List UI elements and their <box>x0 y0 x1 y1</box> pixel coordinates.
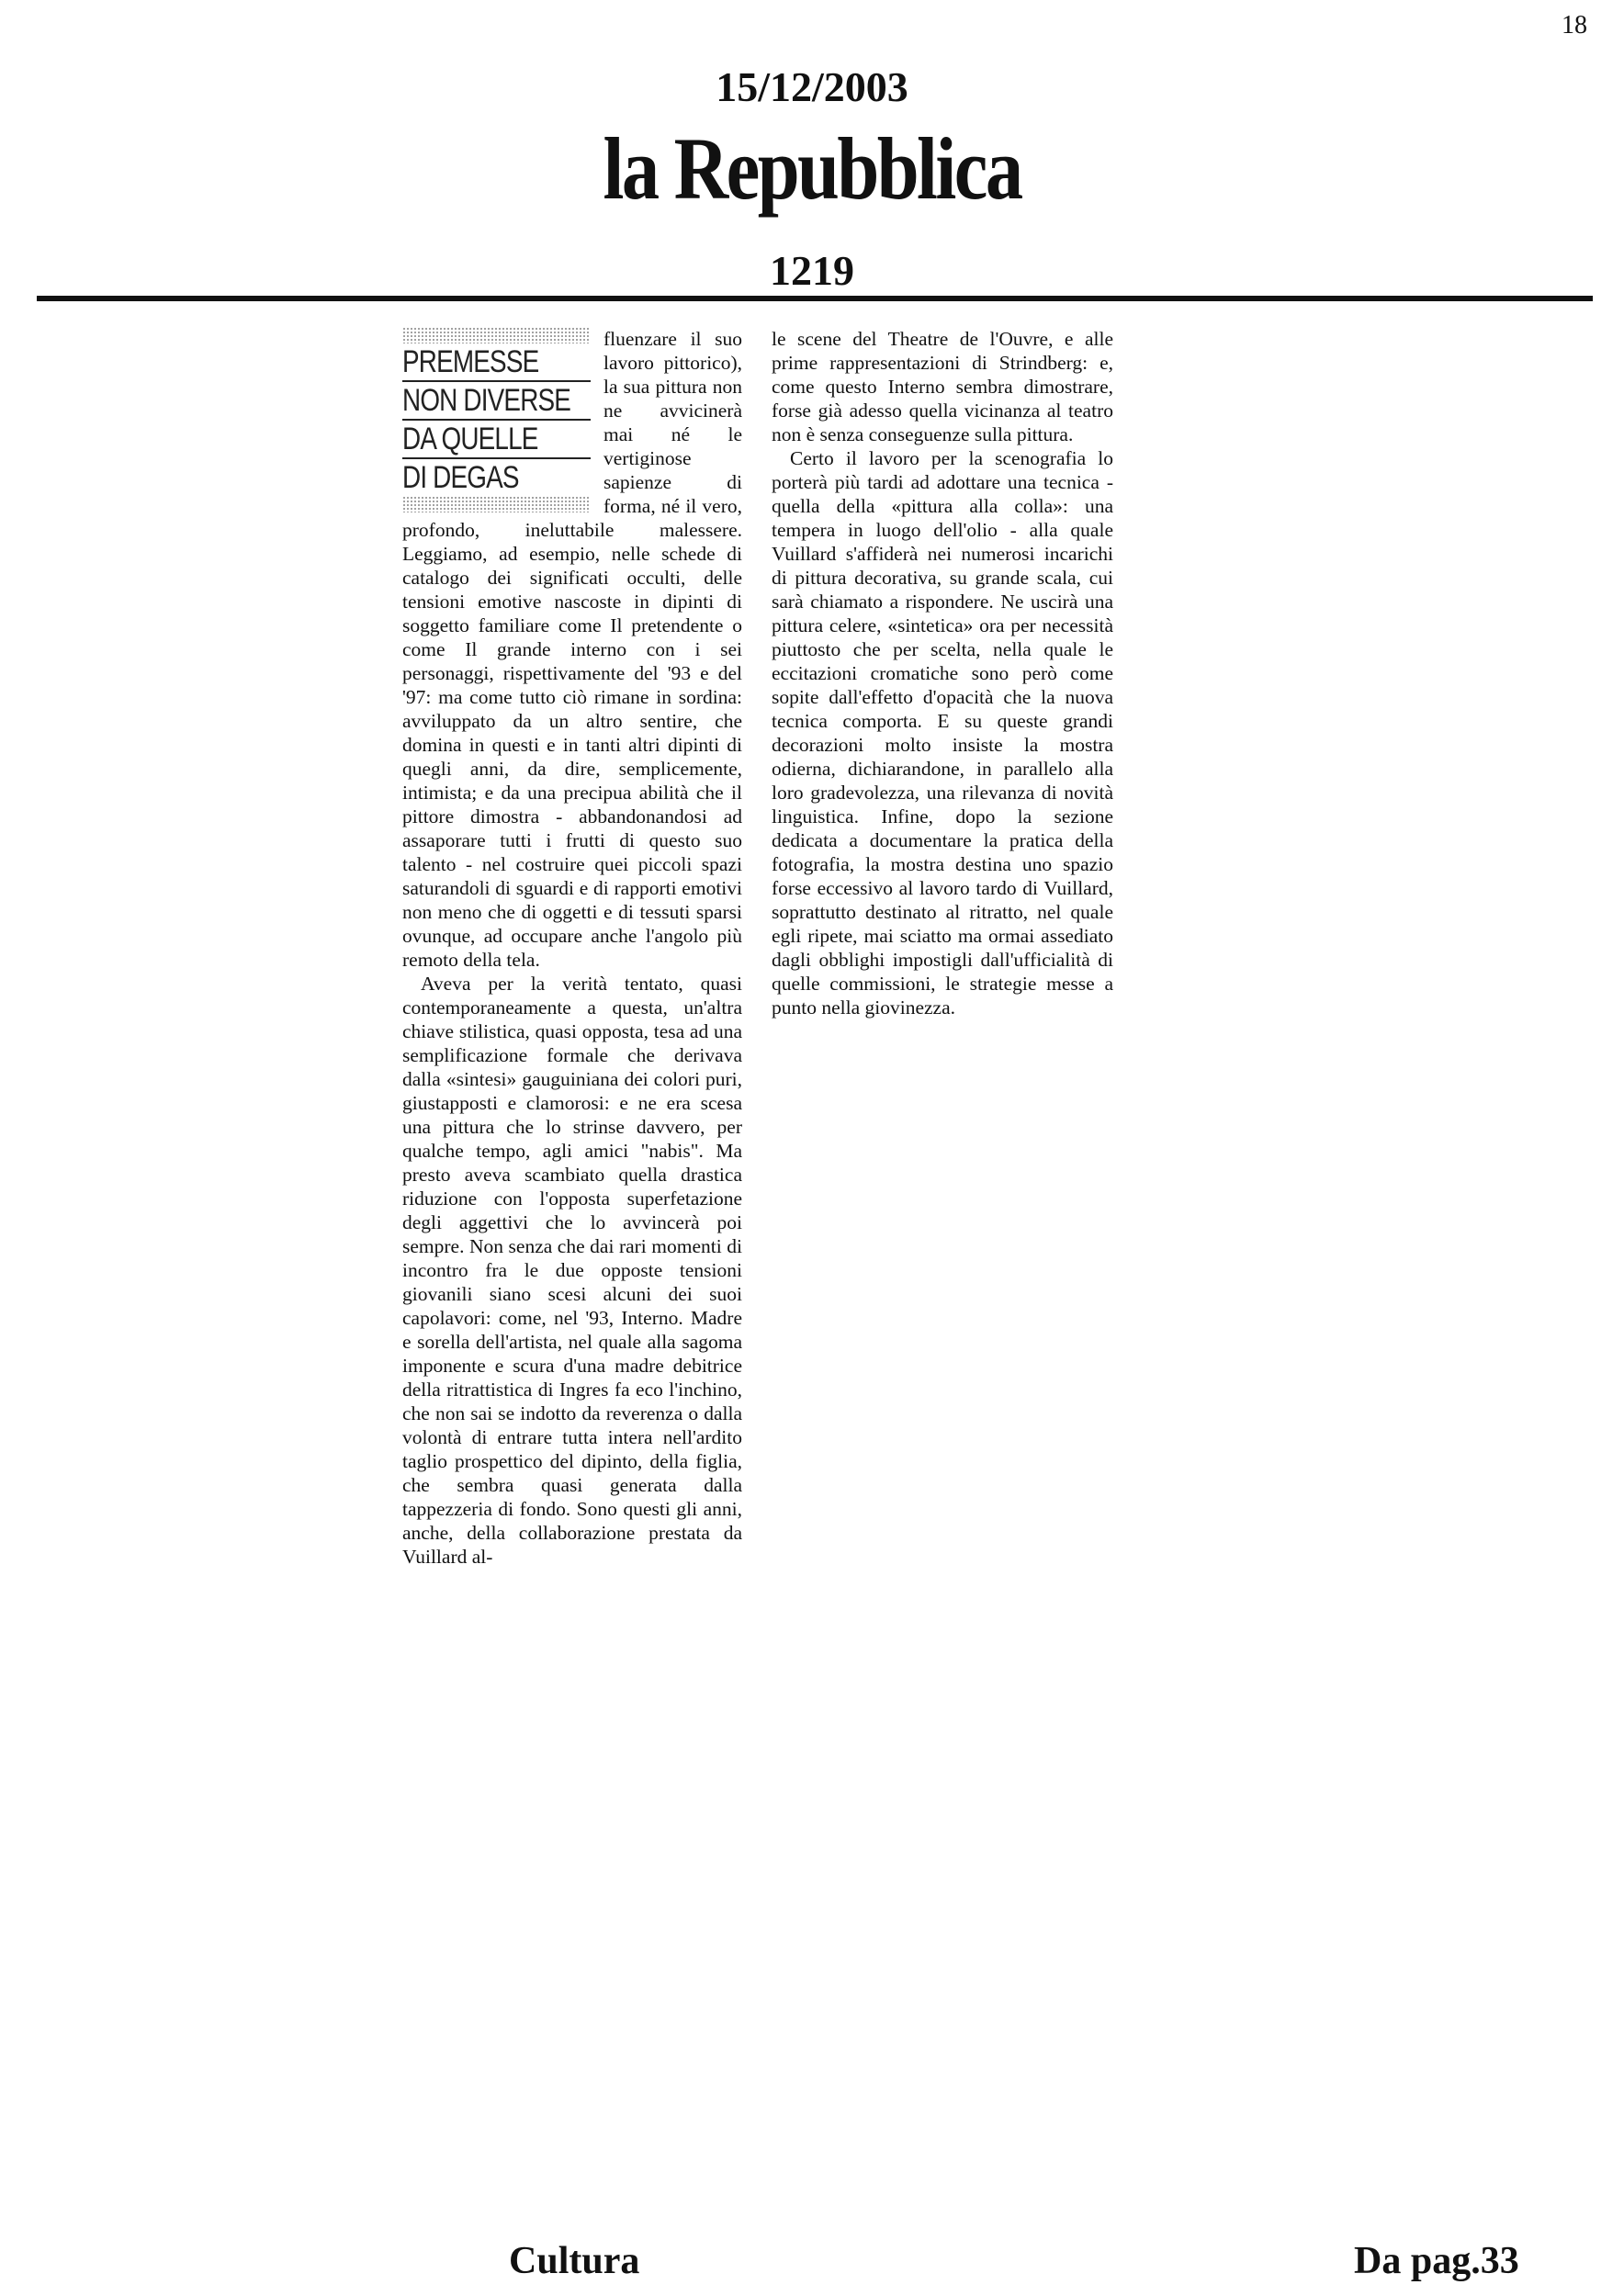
pullquote-line-4: DI DEGAS <box>402 460 519 495</box>
page-number: 18 <box>1562 11 1587 39</box>
article-paragraph: fluenzare il suo lavoro pittorico), la sua pittura non ne avvicinerà mai né le vertiginose sapienze di forma, né il vero, profondo, ineluttabile malessere. Leggiamo, ad esempio, nelle schede di catalogo dei significati occulti, delle tensioni emotive nascoste in dipinti di soggetto familiare come Il pretendente o come Il grande interno con i sei personaggi, rispettivamente del '93 e del '97: ma come tutto ciò rimane in sordina: avviluppato da un altro sentire, che domina in questi e in tanti altri dipinti di quegli anni, da dire, semplicemente, intimista; e da una precipua abilità che il pittore dimostra - abbandonandosi ad assaporare tutti i frutti di questo suo talento - nel costruire quei piccoli spazi saturandoli di sguardi e di rapporti emotivi non meno che di oggetti e di tessuti sparsi ovunque, ad occupare anche l'angolo più remoto della tela. <box>402 328 742 971</box>
header-code: 1219 <box>770 247 854 294</box>
article-column-right <box>772 327 1113 1019</box>
article-paragraph: Aveva per la verità tentato, quasi contemporaneamente a questa, un'altra chiave stilistica, quasi opposta, tesa ad una semplificazione formale che derivava dalla «sintesi» gauguiniana dei colori puri, giustapposti e clamorosi: e ne era scesa una pittura che lo strinse davvero, per qualche tempo, agli amici "nabis". Ma presto aveva scambiato quella drastica riduzione con l'opposta superfetazione degli aggettivi che lo avvincerà poi sempre. Non senza che dai rari momenti di incontro fra le due opposte tensioni giovanili siano scesi alcuni dei suoi capolavori: come, nel '93, Interno. Madre e sorella dell'artista, nel quale alla sagoma imponente e scura d'una madre debitrice della ritrattistica di Ingres fa eco l'inchino, che non sai se indotto da reverenza o dalla volontà di entrare tutta intera nell'ardito taglio prospettico del dipinto, della figlia, che sembra quasi generata dalla tappezzeria di fondo. Sono questi gli anni, anche, della collaborazione prestata da Vuillard al- <box>402 973 742 1568</box>
pullquote-screen-bottom <box>402 496 591 512</box>
article-paragraph: Certo il lavoro per la scenografia lo porterà più tardi ad adottare una tecnica - quella della «pittura alla colla»: una tempera in luogo dell'olio - alla quale Vuillard s'affiderà nei numerosi incarichi di pittura decorativa, su grande scala, cui sarà chiamato a rispondere. Ne uscirà una pittura celere, «sintetica» ora per necessità piuttosto che per scelta, nella quale le eccitazioni cromatiche sono però come sopite dall'effetto d'opacità che la nuova tecnica comporta. E su queste grandi decorazioni molto insiste la mostra odierna, dichiarandone, in parallelo alla loro gradevolezza, una rilevanza di novità linguistica. Infine, dopo la sezione dedicata a documentare la pratica della fotografia, la mostra destina uno spazio forse eccessivo al lavoro tardo di Vuillard, soprattutto destinato al ritratto, nel quale egli ripete, mai sciatto ma ormai assediato dagli obblighi impostigli dall'ufficialità di quelle commissioni, le strategie messe a punto nella giovinezza. <box>772 447 1113 1019</box>
footer-section-label: Cultura <box>509 2240 640 2282</box>
pullquote-screen-top <box>402 327 591 343</box>
pullquote-line-1: PREMESSE <box>402 344 539 379</box>
footer-source-page: Da pag.33 <box>1354 2240 1519 2282</box>
article-column-left <box>402 327 742 1569</box>
header-date: 15/12/2003 <box>716 63 908 110</box>
pullquote <box>402 327 591 512</box>
article-paragraph: le scene del Theatre de l'Ouvre, e alle prime rappresentazioni di Strindberg: e, come questo Interno sembra dimostrare, forse già adesso quella vicinanza al teatro non è senza conseguenze sulla pittura. <box>772 328 1113 445</box>
header-divider <box>37 296 1593 301</box>
pullquote-line-3: DA QUELLE <box>402 422 538 456</box>
pullquote-line-2: NON DIVERSE <box>402 383 571 418</box>
newspaper-masthead: la Repubblica <box>603 119 1021 218</box>
